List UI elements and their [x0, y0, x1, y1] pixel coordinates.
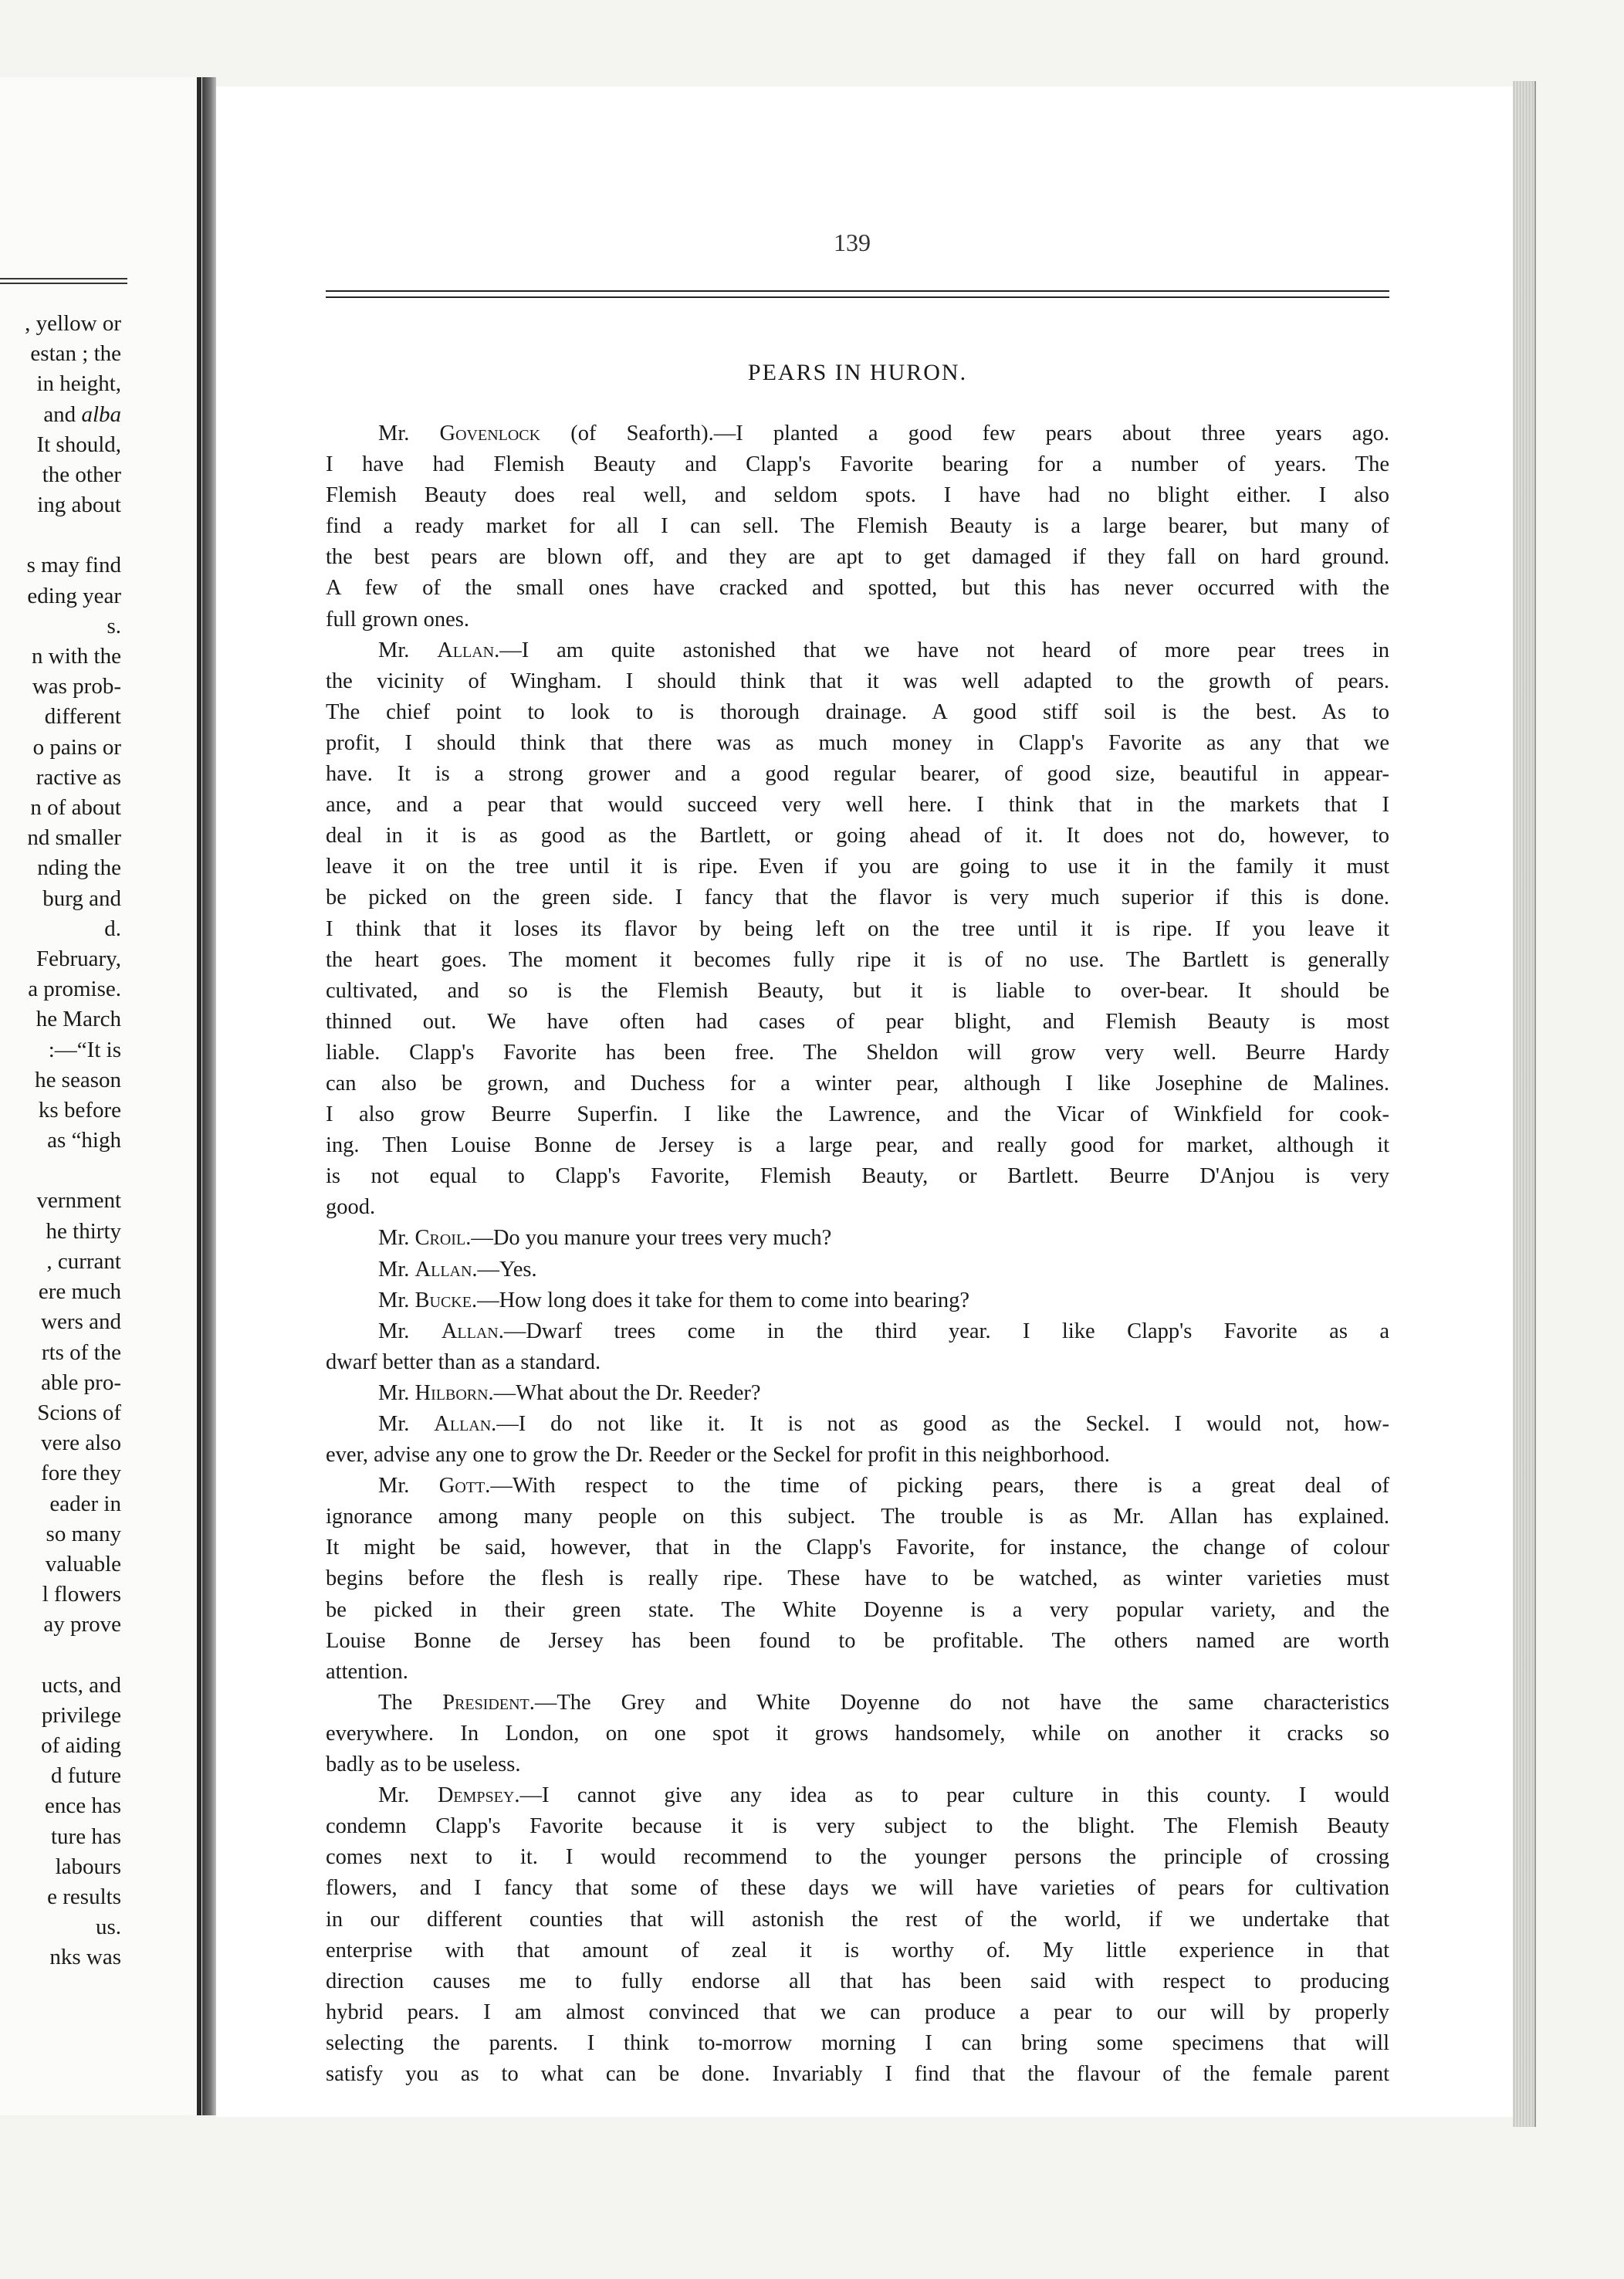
previous-page-line: different [44, 704, 121, 730]
previous-page-line: was prob- [32, 674, 121, 699]
previous-page-line: d. [104, 916, 121, 941]
text-line: cultivated, and so is the Flemish Beauty, but it is liable to over-bear. It should be [326, 978, 1389, 1003]
previous-page-line: ence has [44, 1793, 121, 1819]
text-line: Flemish Beauty does real well, and seldom spots. I have had no blight either. I also [326, 483, 1389, 508]
previous-page-line: estan ; the [30, 341, 121, 367]
text-line: Mr. Govenlock (of Seaforth).—I planted a good few pears about three years ago. [378, 422, 1389, 445]
speaker-name: Govenlock [439, 422, 541, 445]
previous-page-line: and alba [43, 401, 121, 427]
text-line: flowers, and I fancy that some of these days we will have varieties of pears for cultivation [326, 1876, 1389, 1901]
previous-page-line: Scions of [37, 1400, 121, 1425]
previous-page-line: eader in [49, 1491, 121, 1516]
header-rule [326, 290, 1389, 298]
previous-page-line: n of about [30, 795, 121, 821]
section-title: PEARS IN HURON. [747, 360, 968, 385]
speaker-name: President [442, 1690, 529, 1715]
text-line: The chief point to look to is thorough drainage. A good stiff soil is the best. As to [326, 699, 1389, 724]
text-line: badly as to be useless. [326, 1752, 521, 1777]
previous-page-line: ks before [38, 1098, 121, 1123]
text-line: Mr. Allan.—I am quite astonished that we have not heard of more pear trees in [378, 638, 1389, 662]
previous-page-line: able pro- [41, 1370, 121, 1395]
text-line: I have had Flemish Beauty and Clapp's Favorite bearing for a number of years. The [326, 452, 1389, 477]
previous-page-line: n with the [32, 644, 121, 669]
page-edges [1513, 81, 1536, 2127]
previous-page-line: he thirty [46, 1218, 121, 1244]
text-line: thinned out. We have often had cases of pear blight, and Flemish Beauty is most [326, 1009, 1389, 1034]
previous-page-line: vernment [36, 1188, 121, 1214]
previous-page-line: It should, [36, 432, 121, 457]
text-line: Mr. Allan.—I do not like it. It is not as good as the Seckel. I would not, how- [378, 1412, 1389, 1436]
previous-page-line: us. [95, 1915, 121, 1940]
previous-page-line: of aiding [41, 1732, 121, 1758]
previous-page-line: d future [51, 1763, 121, 1789]
previous-page-header-rule [0, 278, 127, 284]
previous-page-line: fore they [41, 1461, 121, 1486]
text-line: find a ready market for all I can sell. The Flemish Beauty is a large bearer, but many of [326, 514, 1389, 539]
previous-page-line: nd smaller [27, 825, 121, 851]
previous-page-line: ucts, and [41, 1672, 121, 1698]
previous-page-line: a promise. [28, 977, 121, 1002]
text-line: ance, and a pear that would succeed very well here. I think that in the markets that I [326, 793, 1389, 818]
previous-page-line: e results [47, 1884, 121, 1909]
text-line: full grown ones. [326, 607, 470, 632]
page-number: 139 [834, 229, 871, 256]
text-line: have. It is a strong grower and a good regular bearer, of good size, beautiful in appear- [326, 762, 1389, 787]
speaker-name: Hilborn [414, 1380, 489, 1405]
previous-page-text [0, 309, 121, 1973]
previous-page-line: nding the [37, 855, 121, 881]
text-line: attention. [326, 1659, 408, 1684]
speaker-name: Allan [441, 1319, 499, 1343]
speaker-name: Allan [414, 1257, 472, 1282]
previous-page-line [0, 1641, 121, 1671]
previous-page-line: valuable [45, 1551, 121, 1576]
text-line: enterprise with that amount of zeal it is worthy of. My little experience in that [326, 1938, 1389, 1962]
previous-page-fragment [0, 77, 201, 2115]
previous-page-line: in height, [36, 371, 121, 397]
speaker-name: Bucke [414, 1288, 472, 1312]
previous-page-line: ture has [51, 1824, 121, 1849]
text-line: liable. Clapp's Favorite has been free. The Sheldon will grow very well. Beurre Hardy [326, 1040, 1389, 1065]
previous-page-line: nks was [49, 1945, 121, 1970]
text-line: begins before the flesh is really ripe. These have to be watched, as winter varieties must [326, 1566, 1389, 1591]
previous-page-line: ere much [38, 1279, 121, 1305]
speaker-name: Dempsey [437, 1783, 515, 1808]
previous-page-line: s. [107, 613, 121, 638]
text-line: in our different counties that will astonish the rest of the world, if we undertake that [326, 1907, 1389, 1932]
previous-page-line: he season [35, 1067, 121, 1092]
text-line: hybrid pears. I am almost convinced that we can produce a pear to our will by properly [326, 2000, 1389, 2024]
previous-page-line: l flowers [42, 1582, 121, 1607]
speaker-name: Croil [414, 1226, 466, 1251]
text-line: the vicinity of Wingham. I should think that it was well adapted to the growth of pears. [326, 669, 1389, 693]
text-line: A few of the small ones have cracked and spotted, but this has never occurred with the [326, 576, 1389, 601]
previous-page-line: , yellow or [25, 311, 121, 336]
previous-page-line: s may find [26, 553, 121, 578]
text-line: I also grow Beurre Superfin. I like the Lawrence, and the Vicar of Winkfield for cook- [326, 1102, 1389, 1127]
previous-page-line: privilege [41, 1702, 121, 1728]
previous-page-line: as “high [47, 1128, 121, 1153]
text-line: comes next to it. I would recommend to the younger persons the principle of crossing [326, 1845, 1389, 1870]
text-line: leave it on the tree until it is ripe. Even if you are going to use it in the family it must [326, 855, 1389, 879]
previous-page-line: ractive as [36, 764, 121, 790]
text-line: condemn Clapp's Favorite because it is very subject to the blight. The Flemish Beauty [326, 1814, 1389, 1839]
previous-page-line [0, 520, 121, 550]
text-line: It might be said, however, that in the Clapp's Favorite, for instance, the change of colour [326, 1536, 1389, 1560]
body-text [326, 418, 1389, 2090]
text-line: ever, advise any one to grow the Dr. Reeder or the Seckel for profit in this neighborhood. [326, 1443, 1110, 1468]
previous-page-line [0, 1156, 121, 1186]
previous-page-line: , currant [46, 1248, 121, 1274]
text-line: dwarf better than as a standard. [326, 1349, 601, 1374]
text-line: Mr. Hilborn.—What about the Dr. Reeder? [378, 1380, 761, 1405]
text-line: is not equal to Clapp's Favorite, Flemish Beauty, or Bartlett. Beurre D'Anjou is very [326, 1164, 1389, 1189]
text-line: Mr. Dempsey.—I cannot give any idea as to pear culture in this county. I would [378, 1783, 1389, 1808]
text-line: be picked on the green side. I fancy that the flavor is very much superior if this is done. [326, 886, 1389, 910]
speaker-name: Allan [437, 638, 495, 662]
previous-page-line: o pains or [32, 734, 121, 760]
previous-page-line: :—“It is [48, 1037, 121, 1062]
text-line: The President.—The Grey and White Doyenne do not have the same characteristics [378, 1690, 1390, 1715]
text-line: selecting the parents. I think to-morrow morning I can bring some specimens that will [326, 2030, 1389, 2055]
previous-page-line: burg and [42, 886, 121, 911]
text-line: I think that it loses its flavor by being left on the tree until it is ripe. If you leave it [326, 916, 1389, 941]
previous-page-line: rts of the [41, 1339, 121, 1365]
previous-page-line: ing about [37, 493, 121, 518]
text-line: everywhere. In London, on one spot it grows handsomely, while on another it cracks so [326, 1721, 1389, 1746]
previous-page-line: the other [42, 462, 121, 488]
text-line: direction causes me to fully endorse all that has been said with respect to producing [326, 1969, 1389, 1993]
text-line: Mr. Bucke.—How long does it take for them to come into bearing? [378, 1288, 970, 1312]
previous-page-line: wers and [41, 1309, 121, 1335]
text-line: can also be grown, and Duchess for a winter pear, although I like Josephine de Malines. [326, 1071, 1389, 1095]
text-line: Mr. Allan.—Dwarf trees come in the third year. I like Clapp's Favorite as a [378, 1319, 1389, 1343]
previous-page-line: labours [55, 1854, 121, 1879]
text-line: Mr. Croil.—Do you manure your trees very much? [378, 1226, 832, 1251]
text-line: Mr. Gott.—With respect to the time of picking pears, there is a great deal of [378, 1474, 1389, 1498]
speaker-name: Gott [438, 1474, 486, 1498]
text-line: good. [326, 1195, 376, 1220]
previous-page-line: so many [46, 1521, 121, 1546]
previous-page-line: eding year [27, 583, 121, 608]
book-gutter [202, 77, 216, 2115]
text-line: the best pears are blown off, and they are apt to get damaged if they fall on hard ground. [326, 545, 1389, 570]
previous-page-line: February, [36, 946, 121, 972]
text-line: deal in it is as good as the Bartlett, or going ahead of it. It does not do, however, to [326, 824, 1389, 848]
speaker-name: Allan [434, 1412, 492, 1436]
text-line: the heart goes. The moment it becomes fully ripe it is of no use. The Bartlett is generally [326, 947, 1389, 972]
text-line: ing. Then Louise Bonne de Jersey is a large pear, and really good for market, although it [326, 1133, 1389, 1158]
previous-page-line: vere also [41, 1431, 121, 1456]
text-line: Louise Bonne de Jersey has been found to be profitable. The others named are worth [326, 1628, 1389, 1653]
text-line: ignorance among many people on this subject. The trouble is as Mr. Allan has explained. [326, 1505, 1389, 1529]
previous-page-line: ay prove [43, 1612, 121, 1637]
text-line: be picked in their green state. The White Doyenne is a very popular variety, and the [326, 1597, 1389, 1622]
text-line: profit, I should think that there was as much money in Clapp's Favorite as any that we [326, 730, 1389, 755]
text-line: satisfy you as to what can be done. Invariably I find that the flavour of the female parent [326, 2061, 1389, 2086]
text-line: Mr. Allan.—Yes. [378, 1257, 537, 1282]
previous-page-line: he March [36, 1007, 121, 1032]
